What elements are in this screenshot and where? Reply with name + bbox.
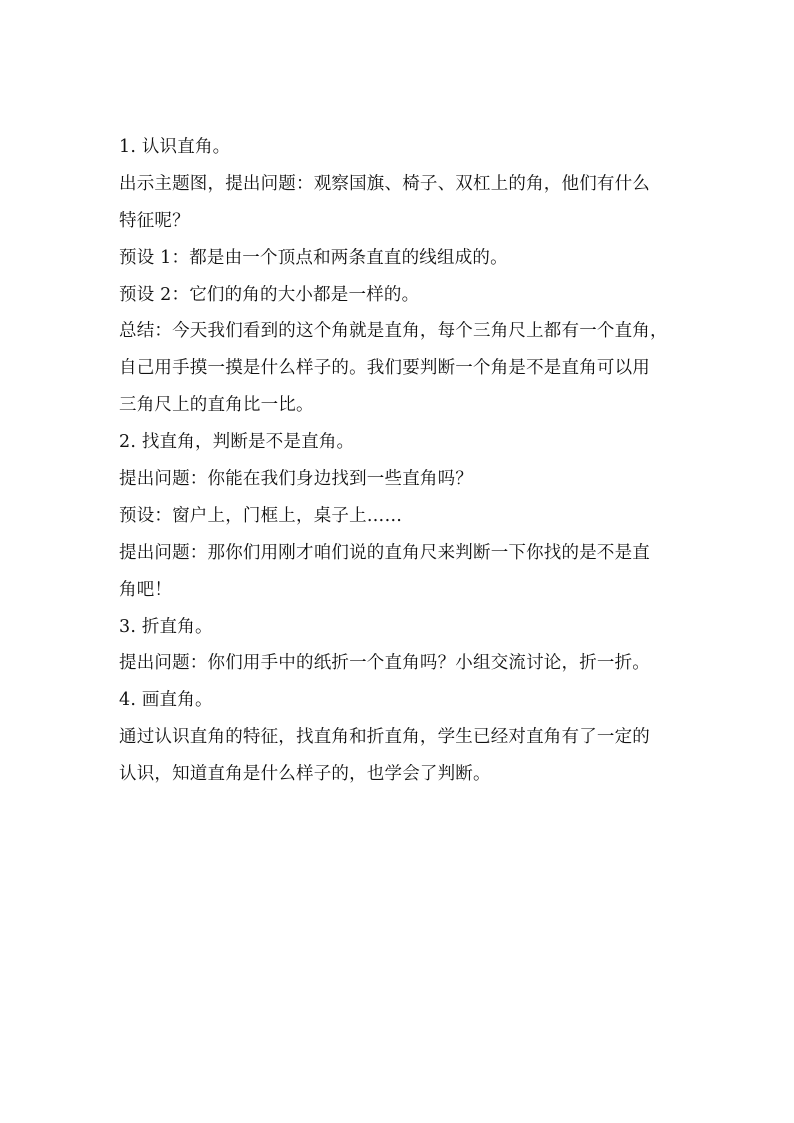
document-body <box>119 129 691 793</box>
section-heading-draw-right-angle: 4. 画直角。 <box>119 690 213 711</box>
paragraph-line: 总结：今天我们看到的这个角就是直角，每个三角尺上都有一个直角， <box>119 321 668 342</box>
section-heading-recognize-right-angle: 1. 认识直角。 <box>119 137 231 157</box>
paragraph-line: 认识，知道直角是什么样子的，也学会了判断。 <box>119 764 491 785</box>
paragraph-line: 三角尺上的直角比一比。 <box>119 395 314 416</box>
paragraph-line: 通过认识直角的特征，找直角和折直角，学生已经对直角有了一定的 <box>119 727 650 748</box>
section-heading-fold-right-angle: 3. 折直角。 <box>119 616 213 637</box>
paragraph-line: 自己用手摸一摸是什么样子的。我们要判断一个角是不是直角可以用 <box>119 358 650 379</box>
paragraph-line: 提出问题：那你们用刚才咱们说的直角尺来判断一下你找的是不是直 <box>119 542 650 563</box>
section-heading-find-right-angle: 2. 找直角，判断是不是直角。 <box>119 432 355 453</box>
paragraph-line: 预设 1：都是由一个顶点和两条直直的线组成的。 <box>119 247 508 268</box>
paragraph-line: 预设 2：它们的角的大小都是一样的。 <box>119 284 420 305</box>
paragraph-line: 出示主题图，提出问题：观察国旗、椅子、双杠上的角，他们有什么 <box>119 173 650 194</box>
paragraph-line: 特征呢？ <box>119 210 190 231</box>
paragraph-line: 角吧！ <box>119 579 173 600</box>
paragraph-line: 提出问题：你能在我们身边找到一些直角吗？ <box>119 469 473 490</box>
paragraph-line: 提出问题：你们用手中的纸折一个直角吗？小组交流讨论，折一折。 <box>119 653 650 674</box>
paragraph-line: 预设：窗户上，门框上，桌子上…… <box>119 505 403 526</box>
